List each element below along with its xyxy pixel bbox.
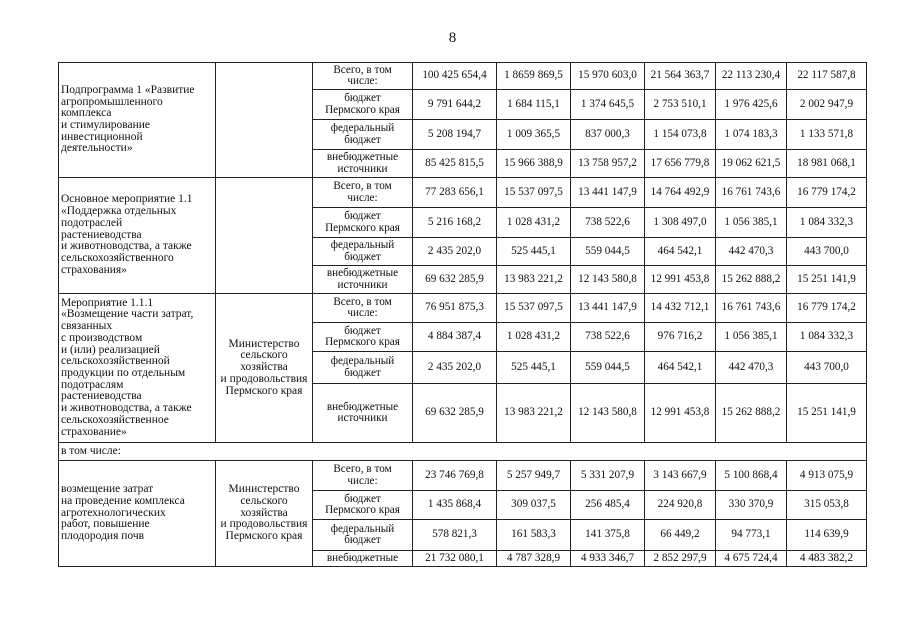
amount-cell: 16 779 174,2: [787, 294, 867, 323]
amount-cell: 256 485,4: [571, 491, 645, 520]
program-name-cell: Подпрограмма 1 «Развитие агропромышленного комплекса и стимулирование инвестиционной деятельности»: [59, 63, 216, 178]
amount-cell: 1 133 571,8: [787, 120, 867, 150]
table-row: [59, 63, 867, 90]
amount-cell: 4 933 346,7: [571, 551, 645, 567]
amount-cell: 464 542,1: [645, 352, 716, 384]
financing-table: [58, 62, 867, 567]
amount-cell: 19 062 621,5: [716, 150, 787, 178]
amount-cell: 161 583,3: [497, 520, 571, 551]
funding-source-cell: Всего, в том числе:: [313, 461, 413, 491]
amount-cell: 85 425 815,5: [413, 150, 497, 178]
amount-cell: 4 483 382,2: [787, 551, 867, 567]
amount-cell: 22 113 230,4: [716, 63, 787, 90]
amount-cell: 442 470,3: [716, 352, 787, 384]
amount-cell: 18 981 068,1: [787, 150, 867, 178]
amount-cell: 1 435 868,4: [413, 491, 497, 520]
amount-cell: 1 154 073,8: [645, 120, 716, 150]
amount-cell: 69 632 285,9: [413, 266, 497, 294]
amount-cell: 525 445,1: [497, 238, 571, 266]
program-name-cell: Мероприятие 1.1.1 «Возмещение части затрат, связанных с производством и (или) реализацией сельскохозяйственной продукции по отдельным подотраслям растениеводства и животноводства, а также сельскохозяйственное страхование»: [59, 294, 216, 443]
funding-source-cell: внебюджетные: [313, 551, 413, 567]
funding-source-cell: Всего, в том числе:: [313, 178, 413, 208]
program-name-cell: Основное мероприятие 1.1 «Поддержка отдельных подотраслей растениеводства и животноводства, а также сельскохозяйственного страхования»: [59, 178, 216, 294]
executor-cell: Министерство сельского хозяйства и продовольствия Пермского края: [216, 461, 313, 567]
amount-cell: 224 920,8: [645, 491, 716, 520]
amount-cell: 76 951 875,3: [413, 294, 497, 323]
amount-cell: 5 257 949,7: [497, 461, 571, 491]
including-label: в том числе:: [59, 443, 867, 461]
amount-cell: 77 283 656,1: [413, 178, 497, 208]
funding-source-cell: федеральный бюджет: [313, 120, 413, 150]
amount-cell: 2 435 202,0: [413, 352, 497, 384]
amount-cell: 443 700,0: [787, 238, 867, 266]
amount-cell: 5 208 194,7: [413, 120, 497, 150]
funding-source-cell: внебюджетные источники: [313, 150, 413, 178]
amount-cell: 14 764 492,9: [645, 178, 716, 208]
amount-cell: 100 425 654,4: [413, 63, 497, 90]
table-row: [59, 178, 867, 208]
amount-cell: 23 746 769,8: [413, 461, 497, 491]
amount-cell: 12 143 580,8: [571, 384, 645, 443]
amount-cell: 66 449,2: [645, 520, 716, 551]
amount-cell: 1 028 431,2: [497, 323, 571, 352]
amount-cell: 1 074 183,3: [716, 120, 787, 150]
program-name-cell: возмещение затрат на проведение комплекса агротехнологических работ, повышение плодородия почв: [59, 461, 216, 567]
amount-cell: 141 375,8: [571, 520, 645, 551]
amount-cell: 559 044,5: [571, 352, 645, 384]
funding-source-cell: Всего, в том числе:: [313, 63, 413, 90]
amount-cell: 13 758 957,2: [571, 150, 645, 178]
amount-cell: 1 976 425,6: [716, 90, 787, 120]
table-row: [59, 461, 867, 491]
executor-cell: [216, 178, 313, 294]
amount-cell: 22 117 587,8: [787, 63, 867, 90]
amount-cell: 15 262 888,2: [716, 266, 787, 294]
amount-cell: 4 787 328,9: [497, 551, 571, 567]
table-row: [59, 294, 867, 323]
amount-cell: 12 991 453,8: [645, 266, 716, 294]
amount-cell: 114 639,9: [787, 520, 867, 551]
amount-cell: 738 522,6: [571, 208, 645, 238]
amount-cell: 13 441 147,9: [571, 294, 645, 323]
amount-cell: 13 983 221,2: [497, 384, 571, 443]
amount-cell: 525 445,1: [497, 352, 571, 384]
amount-cell: 16 761 743,6: [716, 294, 787, 323]
amount-cell: 1 374 645,5: [571, 90, 645, 120]
amount-cell: 14 432 712,1: [645, 294, 716, 323]
amount-cell: 9 791 644,2: [413, 90, 497, 120]
amount-cell: 21 564 363,7: [645, 63, 716, 90]
amount-cell: 1 8659 869,5: [497, 63, 571, 90]
amount-cell: 15 262 888,2: [716, 384, 787, 443]
amount-cell: 4 913 075,9: [787, 461, 867, 491]
executor-cell: Министерство сельского хозяйства и продовольствия Пермского края: [216, 294, 313, 443]
funding-source-cell: бюджет Пермского края: [313, 491, 413, 520]
amount-cell: 13 983 221,2: [497, 266, 571, 294]
amount-cell: 1 056 385,1: [716, 323, 787, 352]
amount-cell: 443 700,0: [787, 352, 867, 384]
amount-cell: 1 056 385,1: [716, 208, 787, 238]
page-number: 8: [448, 30, 457, 46]
amount-cell: 12 991 453,8: [645, 384, 716, 443]
amount-cell: 309 037,5: [497, 491, 571, 520]
amount-cell: 15 537 097,5: [497, 294, 571, 323]
amount-cell: 94 773,1: [716, 520, 787, 551]
amount-cell: 4 884 387,4: [413, 323, 497, 352]
funding-source-cell: бюджет Пермского края: [313, 208, 413, 238]
amount-cell: 69 632 285,9: [413, 384, 497, 443]
funding-source-cell: федеральный бюджет: [313, 352, 413, 384]
amount-cell: 442 470,3: [716, 238, 787, 266]
funding-source-cell: Всего, в том числе:: [313, 294, 413, 323]
amount-cell: 1 028 431,2: [497, 208, 571, 238]
amount-cell: 837 000,3: [571, 120, 645, 150]
amount-cell: 1 308 497,0: [645, 208, 716, 238]
amount-cell: 1 009 365,5: [497, 120, 571, 150]
funding-source-cell: внебюджетные источники: [313, 266, 413, 294]
amount-cell: 464 542,1: [645, 238, 716, 266]
amount-cell: 1 084 332,3: [787, 323, 867, 352]
amount-cell: 578 821,3: [413, 520, 497, 551]
amount-cell: 1 084 332,3: [787, 208, 867, 238]
amount-cell: 15 537 097,5: [497, 178, 571, 208]
amount-cell: 3 143 667,9: [645, 461, 716, 491]
amount-cell: 5 216 168,2: [413, 208, 497, 238]
amount-cell: 13 441 147,9: [571, 178, 645, 208]
amount-cell: 17 656 779,8: [645, 150, 716, 178]
including-row: [59, 443, 867, 461]
amount-cell: 315 053,8: [787, 491, 867, 520]
funding-source-cell: бюджет Пермского края: [313, 323, 413, 352]
amount-cell: 15 251 141,9: [787, 266, 867, 294]
amount-cell: 15 251 141,9: [787, 384, 867, 443]
amount-cell: 976 716,2: [645, 323, 716, 352]
table-body: [59, 63, 867, 567]
amount-cell: 12 143 580,8: [571, 266, 645, 294]
amount-cell: 5 100 868,4: [716, 461, 787, 491]
amount-cell: 2 852 297,9: [645, 551, 716, 567]
amount-cell: 5 331 207,9: [571, 461, 645, 491]
funding-source-cell: внебюджетные источники: [313, 384, 413, 443]
amount-cell: 15 970 603,0: [571, 63, 645, 90]
amount-cell: 738 522,6: [571, 323, 645, 352]
amount-cell: 2 435 202,0: [413, 238, 497, 266]
executor-cell: [216, 63, 313, 178]
amount-cell: 2 753 510,1: [645, 90, 716, 120]
funding-source-cell: бюджет Пермского края: [313, 90, 413, 120]
amount-cell: 15 966 388,9: [497, 150, 571, 178]
amount-cell: 330 370,9: [716, 491, 787, 520]
funding-source-cell: федеральный бюджет: [313, 238, 413, 266]
amount-cell: 559 044,5: [571, 238, 645, 266]
amount-cell: 2 002 947,9: [787, 90, 867, 120]
amount-cell: 21 732 080,1: [413, 551, 497, 567]
amount-cell: 1 684 115,1: [497, 90, 571, 120]
amount-cell: 4 675 724,4: [716, 551, 787, 567]
amount-cell: 16 779 174,2: [787, 178, 867, 208]
funding-source-cell: федеральный бюджет: [313, 520, 413, 551]
amount-cell: 16 761 743,6: [716, 178, 787, 208]
